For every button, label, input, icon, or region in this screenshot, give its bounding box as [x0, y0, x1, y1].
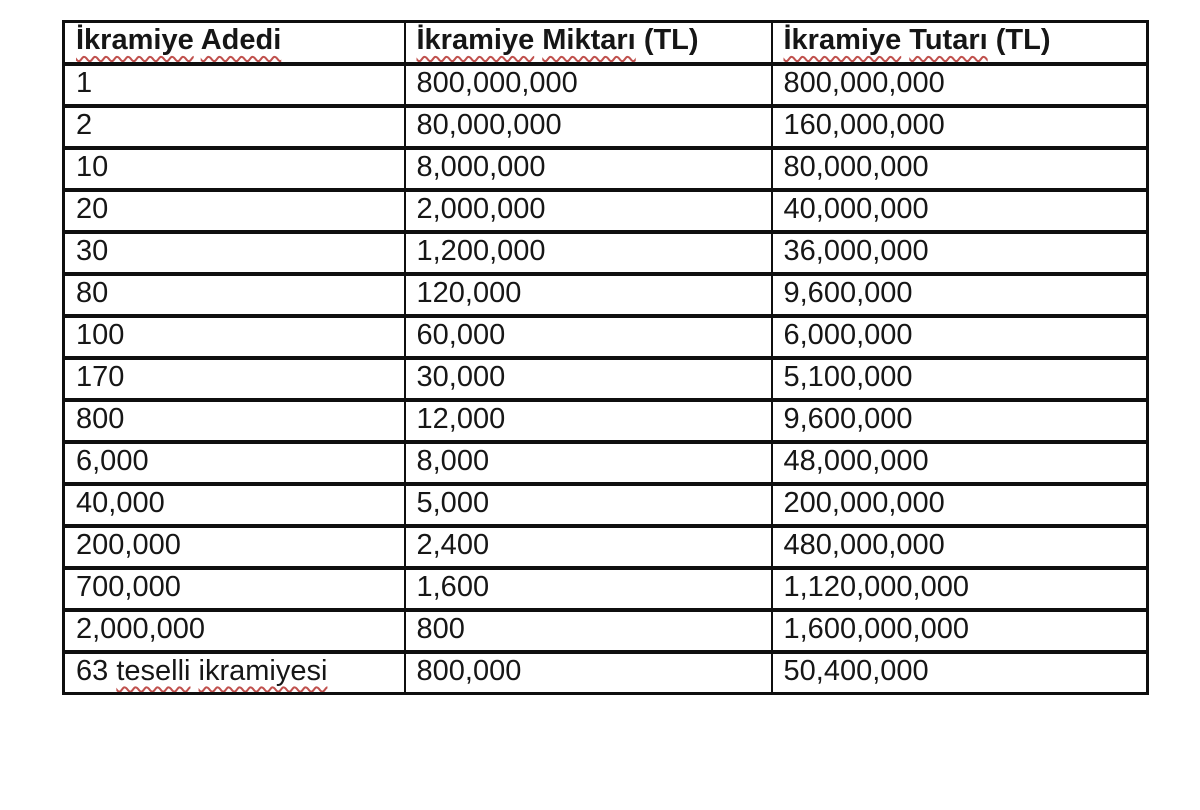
table-row: [64, 568, 1148, 610]
prize-table-container: [62, 20, 1146, 695]
header-suffix: (TL): [995, 24, 1051, 57]
cell-tutar: 9,600,000: [772, 274, 1148, 316]
cell-miktar: 800: [405, 610, 772, 652]
cell-tutar: 9,600,000: [772, 400, 1148, 442]
cell-adedi: 2: [64, 106, 405, 148]
cell-miktar: 2,400: [405, 526, 772, 568]
cell-miktar: 30,000: [405, 358, 772, 400]
table-row: [64, 232, 1148, 274]
cell-adedi: 20: [64, 190, 405, 232]
table-row: [64, 316, 1148, 358]
cell-adedi: 10: [64, 148, 405, 190]
cell-adedi: 1: [64, 64, 405, 106]
cell-miktar: 120,000: [405, 274, 772, 316]
cell-miktar: 12,000: [405, 400, 772, 442]
table-row: [64, 190, 1148, 232]
table-body: [64, 64, 1148, 694]
table-row: [64, 64, 1148, 106]
cell-adedi: 80: [64, 274, 405, 316]
header-word-misspelled: İkramiye: [783, 24, 902, 57]
cell-tutar: 200,000,000: [772, 484, 1148, 526]
cell-miktar: 5,000: [405, 484, 772, 526]
table-row: [64, 400, 1148, 442]
table-row: [64, 526, 1148, 568]
cell-miktar: 8,000,000: [405, 148, 772, 190]
table-row: [64, 484, 1148, 526]
prize-table: [62, 20, 1149, 695]
cell-miktar: 80,000,000: [405, 106, 772, 148]
header-word-misspelled: Tutarı: [909, 24, 988, 57]
header-word-misspelled: Adedi: [200, 24, 282, 57]
label-number: 63: [76, 654, 109, 687]
col-header-ikramiye-tutari: [772, 22, 1148, 64]
table-row: [64, 358, 1148, 400]
cell-miktar: 800,000,000: [405, 64, 772, 106]
cell-adedi: 40,000: [64, 484, 405, 526]
cell-miktar: 1,200,000: [405, 232, 772, 274]
cell-tutar: 800,000,000: [772, 64, 1148, 106]
cell-adedi: 100: [64, 316, 405, 358]
cell-miktar: 2,000,000: [405, 190, 772, 232]
cell-adedi: 800: [64, 400, 405, 442]
cell-tutar: 6,000,000: [772, 316, 1148, 358]
table-row: [64, 442, 1148, 484]
cell-adedi: 200,000: [64, 526, 405, 568]
cell-miktar: 8,000: [405, 442, 772, 484]
cell-miktar: 60,000: [405, 316, 772, 358]
cell-tutar: 480,000,000: [772, 526, 1148, 568]
cell-adedi: 6,000: [64, 442, 405, 484]
header-word-misspelled: İkramiye: [416, 24, 535, 57]
cell-miktar: 800,000: [405, 652, 772, 694]
cell-tutar: 80,000,000: [772, 148, 1148, 190]
header-word-misspelled: İkramiye: [76, 24, 194, 57]
table-row: [64, 610, 1148, 652]
cell-tutar: 160,000,000: [772, 106, 1148, 148]
header-row: [64, 22, 1148, 64]
table-row: [64, 106, 1148, 148]
header-word-misspelled: Miktarı: [542, 24, 636, 57]
cell-adedi: 2,000,000: [64, 610, 405, 652]
cell-tutar: 1,120,000,000: [772, 568, 1148, 610]
cell-tutar: 50,400,000: [772, 652, 1148, 694]
table-row: [64, 274, 1148, 316]
cell-tutar: 40,000,000: [772, 190, 1148, 232]
cell-adedi: 700,000: [64, 568, 405, 610]
cell-tutar: 5,100,000: [772, 358, 1148, 400]
cell-tutar: 48,000,000: [772, 442, 1148, 484]
label-word-misspelled: ikramiyesi: [198, 654, 328, 687]
header-suffix: (TL): [643, 24, 699, 57]
cell-tutar: 1,600,000,000: [772, 610, 1148, 652]
col-header-ikramiye-miktari: [405, 22, 772, 64]
label-word-misspelled: teselli: [116, 654, 191, 687]
table-row: [64, 148, 1148, 190]
cell-adedi: 170: [64, 358, 405, 400]
cell-tutar: 36,000,000: [772, 232, 1148, 274]
cell-miktar: 1,600: [405, 568, 772, 610]
cell-adedi: 30: [64, 232, 405, 274]
col-header-ikramiye-adedi: [64, 22, 405, 64]
cell-teselli-label: [64, 652, 405, 694]
table-row-teselli: [64, 652, 1148, 694]
